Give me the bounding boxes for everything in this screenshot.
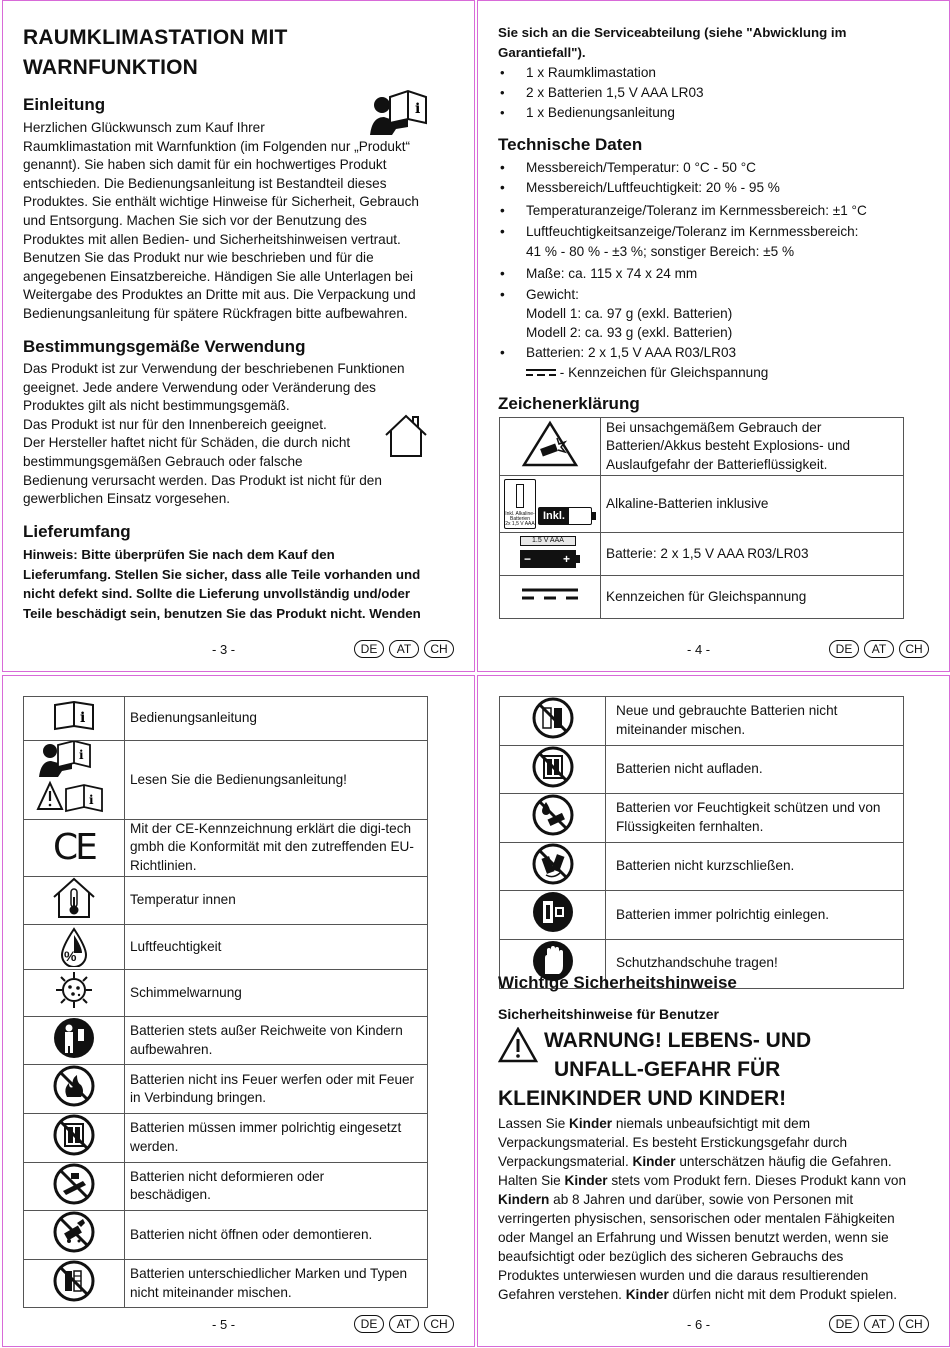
table-row [500, 418, 904, 476]
cell-line: Batterien immer polrichtig einlegen. [616, 906, 830, 922]
list-item: • Temperaturanzeige/Toleranz im Kernmessbereich: ±1 °C [500, 203, 867, 218]
text-line [498, 1114, 938, 1133]
text-line: Produktes. Sie enthält wichtige Hinweise für Sicherheit, Gebrauch [23, 194, 419, 210]
cell-line: Bei unsachgemäßem Gebrauch der [606, 419, 822, 435]
cell-line: aufbewahren. [130, 1041, 213, 1057]
ce-mark-icon: CE [53, 826, 95, 868]
page-5 [2, 675, 475, 1347]
table-row [500, 891, 904, 940]
country-badges [829, 1315, 929, 1333]
body-text: oder Mangel an Erfahrung und Wissen benutzt werden, wenn sie [498, 1230, 889, 1245]
dc-note-text: - Kennzeichen für Gleichspannung [559, 365, 769, 380]
cell-line: Auslaufgefahr der Batterieflüssigkeit. [606, 456, 828, 472]
text-line: Das Produkt ist nur für den Innenbereich geeignet. [23, 416, 327, 432]
text-line [498, 1228, 938, 1247]
warning-line-3: KLEINKINDER UND KINDER! [498, 1087, 787, 1110]
text-line: Bedienung verursacht werden. Das Produkt ist nicht für den [23, 472, 382, 488]
body-text: verringerten physischen, sensorischen oder mentalen Fähigkeiten [498, 1211, 895, 1226]
intro-heading: Einleitung [23, 95, 106, 114]
text-line [23, 545, 458, 565]
text-cell [125, 1211, 428, 1260]
emphasis-text: Kinder [632, 1154, 676, 1169]
icon-cell [24, 1113, 125, 1162]
text-cell [125, 970, 428, 1017]
no-mix-old-new-icon [532, 697, 574, 739]
list-item: • Maße: ca. 115 x 74 x 24 mm [500, 266, 698, 281]
body-text: Produktes unterwiesen wurden und die daraus resultierenden [498, 1268, 869, 1283]
cell-line: beschädigen. [130, 1187, 211, 1203]
text-cell [125, 741, 428, 820]
cell-line: Batterie: 2 x 1,5 V AAA R03/LR03 [606, 545, 809, 561]
table-row [24, 741, 428, 820]
text-line [498, 1247, 938, 1266]
country-badges [829, 640, 929, 658]
tech-item-text: Maße: ca. 115 x 74 x 24 mm [526, 266, 698, 281]
emphasis-text: Kindern [498, 1192, 550, 1207]
page-number: - 4 - [687, 642, 711, 657]
body-text: Gefahren verstehen. [498, 1287, 626, 1302]
text-line: Benutzen Sie das Produkt nur wie beschrieben und für die [23, 250, 374, 266]
emphasis-text: Kinder [625, 1287, 669, 1302]
cell-line: in Verbindung bringen. [130, 1090, 267, 1106]
text-line: genannt). Sie haben sich damit für ein hochwertiges Produkt [23, 157, 387, 173]
icon-cell [24, 1162, 125, 1211]
warning-line-1: WARNUNG! LEBENS- UND [544, 1029, 812, 1052]
tech-item-text: 41 % - 80 % - ±3 %; sonstiger Bereich: ±5 % [526, 244, 795, 259]
text-line: Weitergabe des Produktes an Dritte mit aus. Die Verpackung und [23, 287, 416, 303]
cell-line: Lesen Sie die Bedienungsanleitung! [130, 771, 347, 787]
read-instructions-icon [36, 741, 112, 813]
text-line: Herzlichen Glückwunsch zum Kauf Ihrer [23, 120, 265, 135]
table-row [24, 925, 428, 970]
tech-item-text: Modell 2: ca. 93 g (exkl. Batterien) [526, 325, 733, 340]
badge-de: DE [354, 1315, 384, 1333]
country-badges [354, 1315, 454, 1333]
inkl-label: Inkl. [539, 508, 569, 524]
icon-cell [500, 891, 606, 940]
text-line [498, 1152, 938, 1171]
text-cell [125, 1259, 428, 1308]
cell-line: Batterien nicht kurzschließen. [616, 858, 795, 874]
cell-line: Alkaline-Batterien inklusive [606, 495, 769, 511]
cell-line: Schimmelwarnung [130, 984, 242, 1000]
keep-away-children-icon [53, 1017, 95, 1059]
cell-line: Batterien nicht öffnen oder demontieren. [130, 1226, 373, 1242]
no-short-circuit-icon [532, 843, 574, 885]
icon-cell [24, 819, 125, 876]
body-text: Verpackungsmaterial. Es besteht Erstickungsgefahr durch [498, 1135, 848, 1150]
text-line: angegebenen Einsatzbereiche. Händigen Sie alle Unterlagen bei [23, 268, 413, 284]
tech-list [498, 158, 938, 383]
use-text [23, 360, 453, 509]
icon-cell [500, 533, 601, 576]
icon-cell [24, 970, 125, 1017]
text-cell [125, 697, 428, 741]
icon-cell [500, 576, 601, 619]
table-row [24, 1016, 428, 1065]
symbol-table [499, 696, 904, 989]
table-row [500, 842, 904, 891]
list-item: • 1 x Raumklimastation [498, 63, 938, 83]
page-4 [477, 0, 950, 672]
cell-line: Batterien nicht ins Feuer werfen oder mit Feuer [130, 1071, 415, 1087]
icon-cell [24, 741, 125, 820]
alkaline-included-icon [502, 477, 598, 531]
scope-continued-line: Sie sich an die Serviceabteilung (siehe "Abwicklung im [498, 25, 847, 40]
body-text: niemals unbeaufsichtigt mit dem [612, 1116, 811, 1131]
page-3 [2, 0, 475, 672]
wrong-polarity-icon [53, 1114, 95, 1156]
body-text: unterschätzen häufig die Gefahren. [675, 1154, 892, 1169]
badge-ch: CH [899, 1315, 929, 1333]
cell-line: Richtlinien. [130, 857, 197, 873]
title-line-1: RAUMKLIMASTATION MIT [23, 26, 288, 49]
icon-cell [24, 925, 125, 970]
cell-line: miteinander mischen. [616, 721, 746, 737]
icon-cell [24, 1065, 125, 1114]
icon-cell [24, 1259, 125, 1308]
text-cell [125, 819, 428, 876]
text-cell [125, 925, 428, 970]
list-item: • 2 x Batterien 1,5 V AAA LR03 [498, 83, 938, 103]
list-item: • Gewicht: Modell 1: ca. 97 g (exkl. Batterien) Modell 2: ca. 93 g (exkl. Batterien) [500, 287, 733, 340]
note-text: Bitte überprüfen Sie nach dem Kauf den [77, 547, 335, 562]
table-row [24, 876, 428, 925]
badge-ch: CH [424, 640, 454, 658]
table-row [24, 697, 428, 741]
page-number: - 5 - [212, 1317, 236, 1332]
text-cell [601, 476, 904, 533]
text-line: geeignet. Jede andere Verwendung oder Veränderung des [23, 379, 376, 395]
page-6 [477, 675, 950, 1347]
manual-book-icon [52, 701, 96, 731]
list-item: • 1 x Bedienungsanleitung [498, 103, 938, 123]
text-cell [601, 533, 904, 576]
emphasis-text: Kinder [564, 1173, 608, 1188]
text-line: gewerblichen Einsatz vorgesehen. [23, 491, 231, 507]
text-line [498, 1190, 938, 1209]
badge-ch: CH [424, 1315, 454, 1333]
cell-line: Neue und gebrauchte Batterien nicht [616, 703, 838, 719]
text-cell [606, 697, 904, 746]
icon-cell [24, 697, 125, 741]
text-cell [606, 842, 904, 891]
icon-cell [24, 1211, 125, 1260]
table-row [500, 745, 904, 794]
tech-item-text: Messbereich/Luftfeuchtigkeit: 20 % - 95 % [526, 180, 780, 195]
table-row [500, 697, 904, 746]
badge-de: DE [829, 1315, 859, 1333]
badge-at: AT [389, 640, 419, 658]
icon-cell [500, 842, 606, 891]
cell-line: Bedienungsanleitung [130, 710, 257, 726]
table-row [24, 819, 428, 876]
cell-line: gmbh die Konformität mit den zutreffenden EU- [130, 839, 414, 855]
inkl-small-text: Inkl. Alkaline- [505, 511, 535, 517]
safety-heading: Wichtige Sicherheitshinweise [498, 973, 737, 992]
scope-list [498, 63, 938, 123]
badge-de: DE [354, 640, 384, 658]
dc-symbol-icon [520, 587, 580, 601]
text-cell [125, 1016, 428, 1065]
list-item: • Luftfeuchtigkeitsanzeige/Toleranz im Kernmessbereich: 41 % - 80 % - ±3 %; sonstiger Bereich: ±5 % [500, 224, 859, 259]
svg-text:i: i [89, 793, 94, 807]
body-text: Lassen Sie [498, 1116, 570, 1131]
text-cell [601, 576, 904, 619]
text-line [498, 1171, 938, 1190]
badge-at: AT [864, 1315, 894, 1333]
scope-continued-line: Garantiefall"). [498, 44, 586, 60]
icon-cell [500, 745, 606, 794]
icon-cell [24, 1016, 125, 1065]
body-text: Verpackungsmaterial. [498, 1154, 633, 1169]
table-row [500, 576, 904, 619]
cell-line: Batterien vor Feuchtigkeit schützen und von [616, 800, 881, 816]
text-line [498, 1133, 938, 1152]
body-text: stets vom Produkt fern. Dieses Produkt kann von [607, 1173, 907, 1188]
list-item: • Batterien: 2 x 1,5 V AAA R03/LR03 [500, 345, 737, 360]
cell-line: Schutzhandschuhe tragen! [616, 955, 778, 971]
emphasis-text: Kinder [569, 1116, 613, 1131]
cell-line: Batterien unterschiedlicher Marken und Typen [130, 1265, 408, 1281]
humidity-percent-label: % [64, 948, 77, 965]
battery-minus-label: − [524, 552, 532, 566]
svg-text:i: i [79, 748, 84, 762]
cell-line: nicht miteinander mischen. [130, 1284, 292, 1300]
badge-at: AT [389, 1315, 419, 1333]
tech-item-text: Modell 1: ca. 97 g (exkl. Batterien) [526, 306, 733, 321]
humidity-drop-icon [60, 927, 88, 967]
text-cell [125, 1113, 428, 1162]
icon-cell [500, 697, 606, 746]
explosion-warning-icon [521, 420, 579, 468]
text-line: Das Produkt ist zur Verwendung der beschriebenen Funktionen [23, 361, 405, 376]
text-line: bestimmungsgemäßen Gebrauch oder falsche [23, 453, 303, 469]
title-line-2: WARNFUNKTION [23, 56, 199, 79]
no-mixing-brands-icon [53, 1260, 95, 1302]
table-row [24, 1162, 428, 1211]
icon-cell [500, 476, 601, 533]
text-line: Bedienungsanleitung für spätere Rückfragen bitte aufbewahren. [23, 305, 408, 321]
cell-line: Temperatur innen [130, 892, 236, 908]
cell-line: Batterien/Akkus besteht Explosions- und [606, 438, 851, 454]
intro-text [23, 119, 453, 324]
table-row [24, 1259, 428, 1308]
legend-heading: Zeichenerklärung [498, 394, 640, 413]
cell-line: Batterien nicht deformieren oder [130, 1168, 325, 1184]
table-row [24, 1113, 428, 1162]
battery-aaa-label: 1.5 V AAA [520, 536, 576, 546]
icon-cell [500, 794, 606, 843]
battery-aaa-icon [520, 536, 580, 572]
no-disassemble-icon [53, 1211, 95, 1253]
note-label: Hinweis: [23, 547, 78, 562]
badge-ch: CH [899, 640, 929, 658]
tech-item-text: Messbereich/Temperatur: 0 °C - 50 °C [526, 160, 756, 175]
text-line: und Entsorgung. Machen Sie sich vor der Benutzung des [23, 212, 367, 228]
cell-line: werden. [130, 1138, 179, 1154]
text-cell [606, 794, 904, 843]
cell-line: Kennzeichen für Gleichspannung [606, 588, 807, 604]
battery-plus-label: + [562, 552, 570, 566]
body-text: Halten Sie [498, 1173, 565, 1188]
svg-text:i: i [415, 101, 421, 117]
page-number: - 6 - [687, 1317, 711, 1332]
mold-warning-icon [53, 970, 95, 1010]
inkl-small-text: Batterien [509, 516, 530, 522]
warning-line-2: UNFALL-GEFAHR FÜR [554, 1058, 781, 1081]
correct-polarity-icon [532, 891, 574, 933]
tech-item-text: Luftfeuchtigkeitsanzeige/Toleranz im Kernmessbereich: [526, 224, 859, 239]
text-cell [606, 745, 904, 794]
icon-cell [24, 876, 125, 925]
inkl-small-text: 2x 1,5 V AAA [505, 521, 535, 527]
tech-item-text: Batterien: 2 x 1,5 V AAA R03/LR03 [526, 345, 737, 360]
text-line: Teile beschädigt sein, benutzen Sie das Produkt nicht. Wenden [23, 605, 421, 621]
dc-symbol-icon [526, 368, 556, 378]
country-badges [354, 640, 454, 658]
warning-triangle-icon [498, 1027, 538, 1068]
text-line: Lieferumfang. Stellen Sie sicher, dass alle Teile vorhanden und [23, 566, 421, 582]
scope-note [23, 545, 458, 623]
scope-continued [498, 23, 938, 62]
text-line: Der Hersteller haftet nicht für Schäden, die durch nicht [23, 435, 351, 451]
cell-line: Batterien stets außer Reichweite von Kindern [130, 1022, 403, 1038]
text-line: entschieden. Die Bedienungsanleitung ist Bestandteil dieses [23, 175, 387, 191]
warning-body [498, 1114, 938, 1304]
tech-item-text: Temperaturanzeige/Toleranz im Kernmessbereich: ±1 °C [526, 203, 867, 218]
thermometer-house-icon [52, 877, 96, 919]
legend-table [499, 417, 904, 619]
text-cell [606, 891, 904, 940]
tech-heading: Technische Daten [498, 135, 643, 154]
document-title [23, 23, 288, 83]
text-line: Raumklimastation mit Warnfunktion (im Folgenden nur „Produkt“ [23, 138, 411, 154]
body-text: dürfen nicht mit dem Produkt spielen. [668, 1287, 897, 1302]
dc-note [498, 363, 938, 383]
body-text: beaufsichtigt oder bezüglich des sicheren Gebrauchs des [498, 1249, 844, 1264]
text-line [498, 1266, 938, 1285]
cell-line: Mit der CE-Kennzeichnung erklärt die digi-tech [130, 820, 412, 836]
use-heading: Bestimmungsgemäße Verwendung [23, 337, 306, 356]
svg-text:i: i [80, 709, 86, 726]
icon-cell [500, 418, 601, 476]
table-row [24, 1211, 428, 1260]
scope-heading: Lieferumfang [23, 522, 131, 541]
body-text: ab 8 Jahren und darüber, sowie von Personen mit [549, 1192, 854, 1207]
cell-line: Flüssigkeiten fernhalten. [616, 818, 764, 834]
text-line: Produktes gilt als nicht bestimmungsgemäß. [23, 398, 290, 414]
text-cell [601, 418, 904, 476]
list-item: • Messbereich/Luftfeuchtigkeit: 20 % - 95 % [500, 180, 780, 195]
no-moisture-icon [532, 794, 574, 836]
cell-line: Batterien nicht aufladen. [616, 761, 763, 777]
table-row [500, 476, 904, 533]
no-fire-icon [53, 1065, 95, 1107]
list-item: • Messbereich/Temperatur: 0 °C - 50 °C [500, 160, 756, 175]
badge-de: DE [829, 640, 859, 658]
table-row [500, 794, 904, 843]
table-row [24, 970, 428, 1017]
user-safety-heading: Sicherheitshinweise für Benutzer [498, 1006, 719, 1022]
table-row [500, 533, 904, 576]
no-recharge-icon [532, 746, 574, 788]
cell-line: Luftfeuchtigkeit [130, 938, 222, 954]
cell-line: Batterien müssen immer polrichtig eingesetzt [130, 1120, 402, 1136]
text-line [498, 1209, 938, 1228]
badge-at: AT [864, 640, 894, 658]
text-cell [125, 1065, 428, 1114]
no-deform-icon [53, 1163, 95, 1205]
text-line: Produktes mit allen Bedien- und Sicherheitshinweisen vertraut. [23, 231, 401, 247]
text-cell [125, 1162, 428, 1211]
text-line [498, 1285, 938, 1304]
text-line: nicht defekt sind. Sollte die Lieferung unvollständig und/oder [23, 586, 411, 602]
symbol-table [23, 696, 428, 1308]
text-cell [125, 876, 428, 925]
table-row [24, 1065, 428, 1114]
tech-item-text: Gewicht: [526, 287, 579, 302]
page-number: - 3 - [212, 642, 236, 657]
